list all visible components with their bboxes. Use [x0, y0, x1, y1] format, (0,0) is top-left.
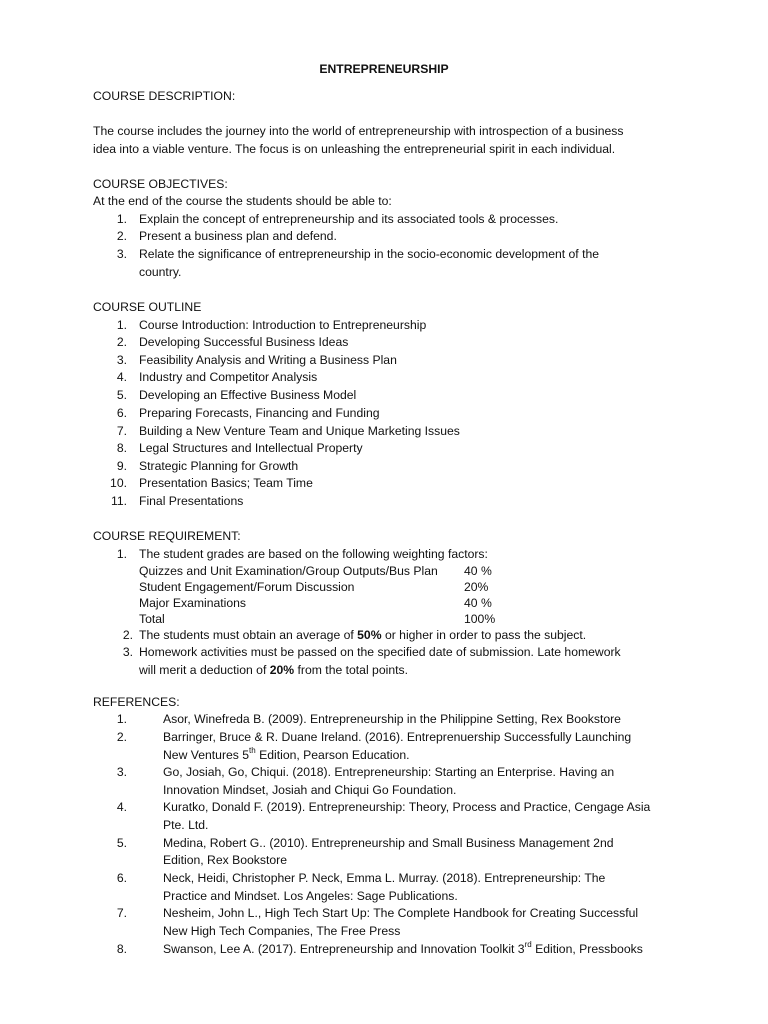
weight-value: 20% — [464, 580, 489, 594]
course-requirement-heading: COURSE REQUIREMENT: — [93, 529, 241, 543]
reference-item: Kuratko, Donald F. (2019). Entrepreneurship: Theory, Process and Practice, Cengage Asia — [163, 800, 651, 814]
outline-item: Industry and Competitor Analysis — [139, 370, 318, 384]
reference-number: 8. — [116, 942, 127, 956]
reference-number: 5. — [116, 836, 127, 850]
reference-number: 6. — [116, 871, 127, 885]
requirement-text: from the total points. — [294, 663, 408, 677]
reference-item-continued: Pte. Ltd. — [163, 818, 209, 832]
requirement-text: will merit a deduction of — [139, 663, 270, 677]
outline-item: Final Presentations — [139, 494, 244, 508]
outline-item: Developing an Effective Business Model — [139, 388, 357, 402]
requirement-item-continued — [139, 662, 408, 680]
reference-item: Neck, Heidi, Christopher P. Neck, Emma L. Murray. (2018). Entrepreneurship: The — [163, 871, 606, 885]
list-item-number: 8. — [116, 441, 127, 455]
reference-number: 3. — [116, 765, 127, 779]
superscript: rd — [524, 939, 532, 949]
description-line-1: The course includes the journey into the world of entrepreneurship with introspection of a business — [93, 124, 624, 138]
reference-text: Edition, Pressbooks — [531, 942, 643, 956]
reference-item — [163, 941, 643, 959]
list-item-number: 10. — [110, 476, 127, 490]
requirement-item — [139, 627, 586, 645]
outline-item: Course Introduction: Introduction to Entrepreneurship — [139, 318, 427, 332]
list-item-number: 5. — [116, 388, 127, 402]
objective-item: Relate the significance of entrepreneurship in the socio-economic development of the — [139, 247, 600, 261]
outline-item: Building a New Venture Team and Unique Marketing Issues — [139, 424, 460, 438]
outline-item: Feasibility Analysis and Writing a Business Plan — [139, 353, 397, 367]
document-title: ENTREPRENEURSHIP — [319, 62, 449, 76]
description-line-2: idea into a viable venture. The focus is on unleashing the entrepreneurial spirit in each individual. — [93, 142, 616, 156]
reference-item: Barringer, Bruce & R. Duane Ireland. (2016). Entreprenuership Successfully Launching — [163, 730, 632, 744]
outline-item: Developing Successful Business Ideas — [139, 335, 349, 349]
reference-text: Swanson, Lee A. (2017). Entrepreneurship and Innovation Toolkit 3 — [163, 942, 525, 956]
reference-item-continued: Edition, Rex Bookstore — [163, 853, 287, 867]
weight-label: Student Engagement/Forum Discussion — [139, 580, 355, 594]
reference-number: 7. — [116, 906, 127, 920]
list-item-number: 3. — [122, 645, 133, 659]
weight-label: Quizzes and Unit Examination/Group Outputs/Bus Plan — [139, 564, 438, 578]
references-heading: REFERENCES: — [93, 695, 180, 709]
list-item-number: 3. — [116, 353, 127, 367]
reference-item: Asor, Winefreda B. (2009). Entrepreneurship in the Philippine Setting, Rex Bookstore — [163, 712, 621, 726]
reference-number: 4. — [116, 800, 127, 814]
reference-item-continued — [163, 747, 410, 765]
outline-item: Preparing Forecasts, Financing and Funding — [139, 406, 380, 420]
reference-text: New Ventures 5 — [163, 748, 250, 762]
objective-item: Present a business plan and defend. — [139, 229, 337, 243]
requirement-text: The students must obtain an average of — [139, 628, 358, 642]
list-item-number: 3. — [116, 247, 127, 261]
list-item-number: 7. — [116, 424, 127, 438]
course-objectives-heading: COURSE OBJECTIVES: — [93, 177, 228, 191]
reference-number: 2. — [116, 730, 127, 744]
objective-item: Explain the concept of entrepreneurship and its associated tools & processes. — [139, 212, 559, 226]
reference-item-continued: Practice and Mindset. Los Angeles: Sage Publications. — [163, 889, 458, 903]
weight-label: Major Examinations — [139, 596, 247, 610]
reference-item: Medina, Robert G.. (2010). Entrepreneurship and Small Business Management 2nd — [163, 836, 614, 850]
reference-item-continued: New High Tech Companies, The Free Press — [163, 924, 401, 938]
course-outline-heading: COURSE OUTLINE — [93, 300, 202, 314]
list-item-number: 1. — [116, 547, 127, 561]
list-item-number: 2. — [122, 628, 133, 642]
objectives-intro: At the end of the course the students should be able to: — [93, 194, 392, 208]
outline-item: Strategic Planning for Growth — [139, 459, 299, 473]
list-item-number: 1. — [116, 212, 127, 226]
requirement-item: The student grades are based on the following weighting factors: — [139, 547, 488, 561]
objective-item-continued: country. — [139, 265, 182, 279]
reference-item: Nesheim, John L., High Tech Start Up: The Complete Handbook for Creating Successful — [163, 906, 639, 920]
reference-item-continued: Innovation Mindset, Josiah and Chiqui Go Foundation. — [163, 783, 457, 797]
requirement-text: or higher in order to pass the subject. — [381, 628, 587, 642]
list-item-number: 2. — [116, 229, 127, 243]
list-item-number: 6. — [116, 406, 127, 420]
requirement-item: Homework activities must be passed on the specified date of submission. Late homework — [139, 645, 621, 659]
weight-value: 100% — [464, 612, 496, 626]
list-item-number: 1. — [116, 318, 127, 332]
weight-value: 40 % — [464, 596, 492, 610]
reference-text: Edition, Pearson Education. — [255, 748, 410, 762]
outline-item: Legal Structures and Intellectual Property — [139, 441, 363, 455]
outline-item: Presentation Basics; Team Time — [139, 476, 313, 490]
late-deduction: 20% — [269, 663, 295, 677]
weight-value: 40 % — [464, 564, 492, 578]
reference-number: 1. — [116, 712, 127, 726]
list-item-number: 9. — [116, 459, 127, 473]
list-item-number: 2. — [116, 335, 127, 349]
weight-label: Total — [139, 612, 165, 626]
superscript: th — [249, 745, 256, 755]
reference-item: Go, Josiah, Go, Chiqui. (2018). Entrepreneurship: Starting an Enterprise. Having an — [163, 765, 615, 779]
course-description-heading: COURSE DESCRIPTION: — [93, 89, 236, 103]
pass-average: 50% — [357, 628, 382, 642]
list-item-number: 4. — [116, 370, 127, 384]
list-item-number: 11. — [110, 494, 127, 508]
